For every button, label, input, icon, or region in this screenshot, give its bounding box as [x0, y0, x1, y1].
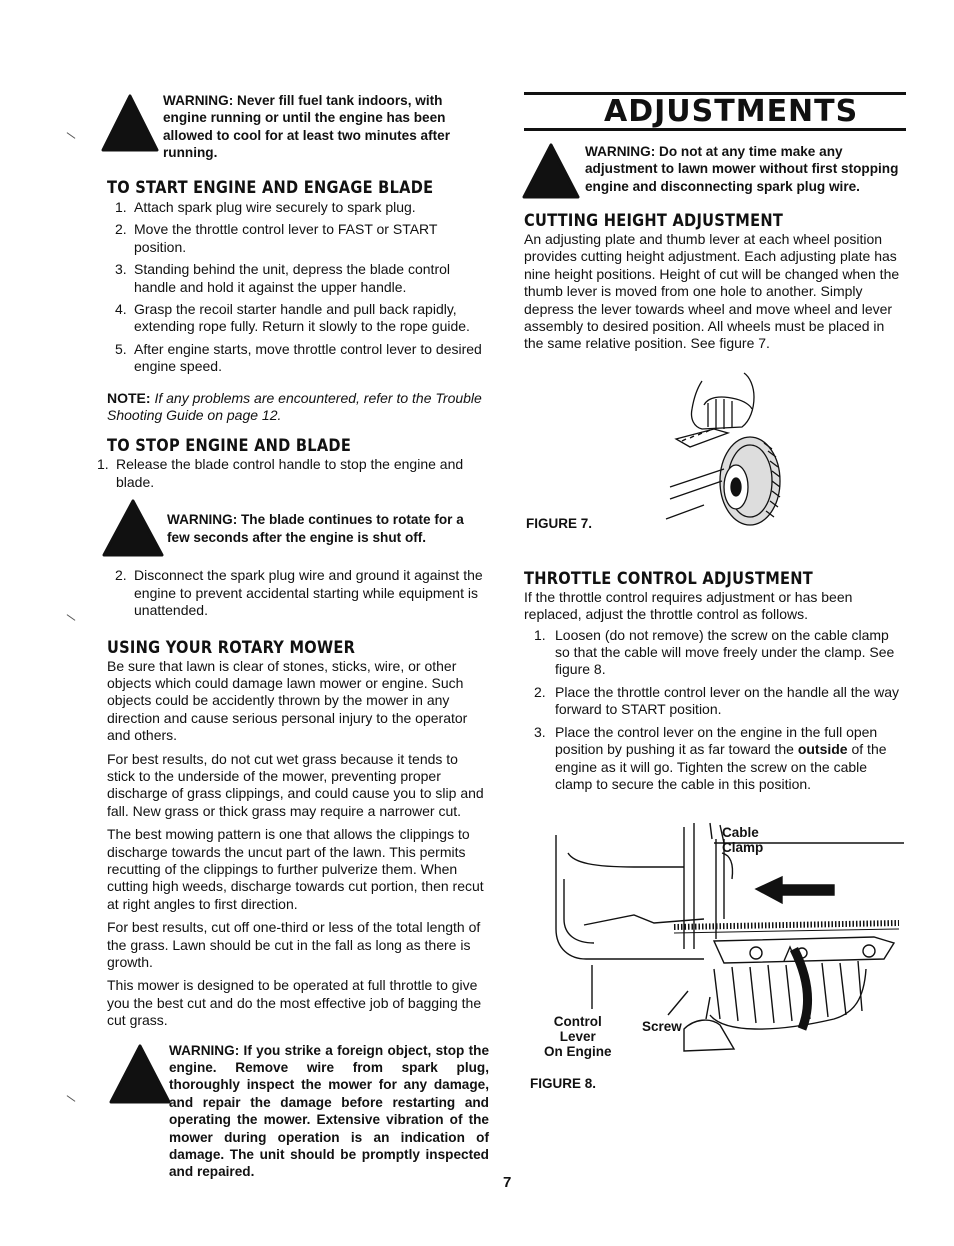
note-text: If any problems are encountered, refer to the Trouble Shooting Guide on page 12.: [107, 389, 482, 424]
warning-triangle-icon: [101, 94, 159, 152]
list-item: 2. Place the throttle control lever on the handle all the way forward to START position.: [534, 683, 899, 718]
paragraph: For best results, do not cut wet grass because it tends to stick to the underside of the mower, preventing proper discharge of grass clippings, and could cause you to slip and fall. New grass or thick grass may require a narrower cut.: [107, 750, 484, 819]
callout-cable-clamp: [722, 825, 763, 855]
list-item: 3. Standing behind the unit, depress the blade control handle and hold it against the upper handle.: [115, 261, 451, 295]
paragraph: An adjusting plate and thumb lever at each wheel position provides cutting height adjustment. Each adjusting plate has nine height positions. Height of cut will be changed when the thumb lever is moved from one hole to another. Simply depress the lever towards wheel and move wheel and lever assembly to desired position. All wheels must be placed in the same relative position. See figure 7.: [524, 231, 900, 352]
margin-mark: [67, 132, 76, 139]
callout-control-lever: [544, 1014, 612, 1059]
section-heading-start-engine: TO START ENGINE AND ENGAGE BLADE: [107, 178, 434, 198]
section-heading-stop-engine: TO STOP ENGINE AND BLADE: [107, 436, 352, 457]
list-item: 1. Release the blade control handle to stop the engine and blade.: [97, 456, 464, 490]
throttle-steps-list: [524, 627, 906, 794]
list-item: 2. Move the throttle control lever to FAST or START position.: [115, 221, 438, 255]
stop-steps-list-cont: [107, 567, 487, 619]
warning-triangle-icon: [522, 143, 580, 199]
margin-mark: [67, 614, 76, 621]
list-item: 1. Attach spark plug wire securely to spark plug.: [115, 199, 416, 215]
callout-label: On Engine: [544, 1044, 612, 1060]
callout-label: Control: [553, 1014, 602, 1030]
wheel-height-adjustment-illustration: [664, 369, 804, 529]
left-column: [97, 92, 489, 1182]
paragraph: Be sure that lawn is clear of stones, sticks, wire, or other objects which could damage lawn mower or engine. Such objects could be accidently thrown by the mower in any direction and cause serious personal injury to the operator and others.: [107, 657, 468, 744]
right-column: [524, 92, 906, 1111]
warning-triangle-icon: [109, 1044, 171, 1104]
adjustments-title-box: [524, 92, 906, 131]
warning-text: WARNING: Do not at any time make any adjustment to lawn mower without first stopping engine and disconnecting spark plug wire.: [585, 144, 899, 194]
figure-8-label: FIGURE 8.: [530, 1076, 597, 1092]
stop-steps-list: [97, 456, 487, 491]
margin-mark: [67, 1095, 76, 1102]
paragraph: For best results, cut off one-third or less of the total length of the grass. Lawn should be cut in the fall as long as there is growth.: [107, 919, 481, 970]
start-steps-list: [107, 199, 487, 376]
warning-blade: [107, 499, 487, 557]
figure-8: [524, 819, 906, 1111]
warning-text: WARNING: The blade continues to rotate for a few seconds after the engine is shut off.: [167, 512, 464, 545]
warning-foreign-object: [107, 1042, 487, 1182]
warning-adjustments: [524, 139, 906, 201]
callout-label: Cable: [722, 825, 759, 841]
callout-label: Lever: [559, 1029, 596, 1045]
page-number: 7: [503, 1174, 512, 1191]
paragraph: The best mowing pattern is one that allows the clippings to discharge towards the uncut part of the lawn. This permits recutting of the clippings to further pulverize them. When cutting high weeds, discharge towards cut portion, then recut at right angles to first direction.: [107, 826, 484, 912]
warning-fuel: [107, 92, 487, 164]
list-item: 5. After engine starts, move throttle control lever to desired engine speed.: [115, 340, 482, 375]
paragraph: This mower is designed to be operated at full throttle to give you the best cut and do the most effective job of bagging the cut grass.: [107, 977, 482, 1029]
section-heading-cutting-height: CUTTING HEIGHT ADJUSTMENT: [524, 211, 784, 231]
list-item: 2. Disconnect the spark plug wire and ground it against the engine to prevent accidental starting while equipment is unattended.: [115, 567, 483, 619]
warning-triangle-icon: [102, 499, 164, 557]
figure-7: [524, 369, 906, 537]
note-label: NOTE:: [107, 389, 151, 406]
figure-7-label: FIGURE 7.: [526, 515, 593, 531]
callout-label: Clamp: [722, 840, 764, 856]
page-title: ADJUSTMENTS: [604, 94, 859, 129]
section-heading-throttle: THROTTLE CONTROL ADJUSTMENT: [524, 568, 814, 589]
list-item: 1. Loosen (do not remove) the screw on the cable clamp so that the cable will move freely under the clamp. See figure 8.: [534, 626, 895, 678]
list-item: 4. Grasp the recoil starter handle and pull back rapidly, extending rope fully. Return it slowly to the rope guide.: [115, 301, 470, 335]
list-item: 3. Place the control lever on the engine in the full open position by pushing it as far toward the outside of the engine as it will go. Tighten the screw on the cable clamp to secure the cable in this position.: [534, 723, 887, 792]
warning-text: WARNING: If you strike a foreign object, stop the engine. Remove wire from spark plug, thoroughly inspect the mower for any damage, and repair the damage before restarting and operating the mower. Extensive vibration of the mower during operation is an indication of damage. The unit should be promptly inspected and repaired.: [169, 1042, 489, 1180]
callout-screw: Screw: [642, 1019, 682, 1035]
warning-text: WARNING: Never fill fuel tank indoors, with engine running or until the engine has been allowed to cool for at least two minutes after running.: [163, 93, 451, 161]
paragraph: If the throttle control requires adjustment or has been replaced, adjust the throttle control as follows.: [524, 588, 853, 623]
section-heading-using-mower: USING YOUR ROTARY MOWER: [107, 637, 356, 658]
note-trouble-guide: [107, 390, 487, 425]
